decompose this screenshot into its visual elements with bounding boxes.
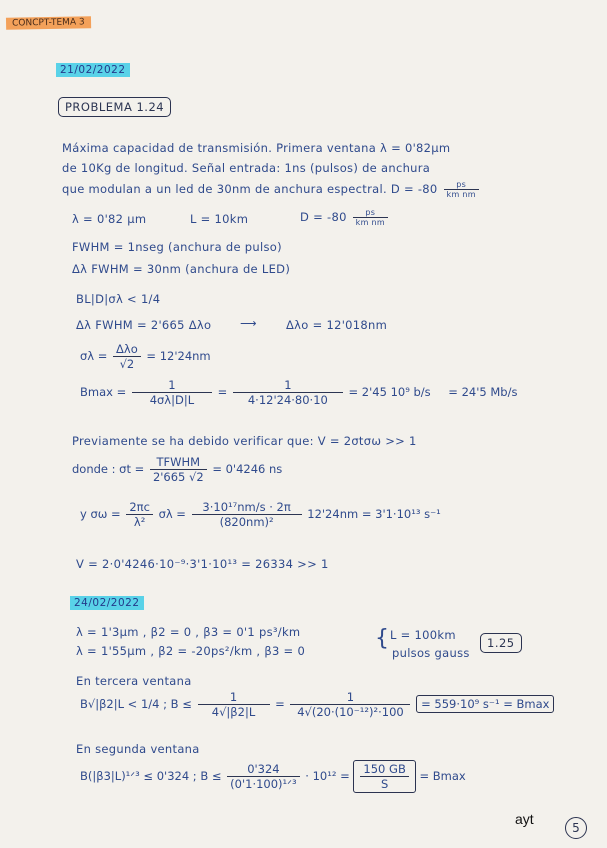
date-highlight-1: 21/02/2022: [56, 63, 130, 77]
statement-line-1: Máxima capacidad de transmisión. Primera ventana λ = 0'82μm: [62, 141, 451, 155]
tercera-ventana: En tercera ventana: [76, 674, 192, 688]
givens-length: L = 10km: [190, 212, 249, 226]
bl-condition: BL|D|σλ < 1/4: [76, 292, 161, 306]
v-result-line: V = 2·0'4246·10⁻⁹·3'1·10¹³ = 26334 >> 1: [76, 557, 329, 571]
sigma-w-eq: y σω = $\frac{2\pi c}{\text{λ²}}$ σλ = $\frac{\text{3·10¹⁷nm/s · 2π}}{\text{(820nm)²}}$ 12'24nm = 3'1·10¹³ s⁻¹: [80, 500, 441, 529]
segunda-ventana: En segunda ventana: [76, 742, 200, 756]
brace-text-2: pulsos gauss: [392, 646, 470, 660]
b3-eq: B√|β2|L < 1/4 ; B ≤ $\frac{1}{4√|\beta 2|L}$ = $\frac{1}{\text{4√(20·(10⁻¹²)²·100}}$ = 559·10⁹ s⁻¹ = Bmax: [80, 690, 554, 719]
previamente-line: Previamente se ha debido verificar que: V = 2σtσω >> 1: [72, 434, 417, 448]
corner-label: [6, 9, 91, 29]
params-line-a: λ = 1'3μm , β2 = 0 , β3 = 0'1 ps³/km: [76, 625, 301, 639]
b2-eq: B(|β3|L)¹ᐟ³ ≤ 0'324 ; B ≤ $\frac{0'324}{\text{(0'1·100)¹ᐟ³}}$ · 10¹² = $\frac{150 GB}{S}$ = Bmax: [80, 762, 466, 791]
author-initials: ayt: [515, 811, 534, 827]
bmax-eq: Bmax = $\frac{1}{4\sigma\lambda|D|L}$ = $\frac{1}{4\cdot 12'24\cdot 80\cdot 10}$ = 2'45 10⁹ b/s = 24'5 Mb/s: [80, 378, 518, 407]
date-highlight-2: 24/02/2022: [70, 596, 144, 610]
page-number: 5: [565, 817, 587, 839]
statement-line-3: que modulan a un led de 30nm de anchura espectral. D = -80 $\frac{ps}{\text{km nm}}$: [62, 180, 481, 199]
statement-line-2: de 10Kg de longitud. Señal entrada: 1ns (pulsos) de anchura: [62, 161, 431, 175]
arrow-icon: ⟶: [240, 316, 257, 330]
brace-text-1: L = 100km: [390, 628, 456, 642]
fwhm-line: FWHM = 1nseg (anchura de pulso): [72, 240, 282, 254]
params-line-b: λ = 1'55μm , β2 = -20ps²/km , β3 = 0: [76, 644, 306, 658]
corner-label-text: CONCPT-TEMA 3: [6, 16, 91, 29]
givens-lambda: λ = 0'82 μm: [72, 212, 147, 226]
problem-125-box: [480, 633, 522, 653]
problem-title: PROBLEMA 1.24: [65, 100, 165, 114]
sigma-lambda-eq: σλ = $\frac{\text{Δλo}}{√2}$ = 12'24nm: [80, 342, 211, 371]
dl-result: Δλo = 12'018nm: [286, 318, 388, 332]
dl-relation: Δλ FWHM = 2'665 Δλo: [76, 318, 212, 332]
dl-fwhm-line: Δλ FWHM = 30nm (anchura de LED): [72, 262, 291, 276]
problem-125-label: 1.25: [487, 636, 515, 650]
givens-dispersion: D = -80 $\frac{ps}{\text{km nm}}$: [300, 208, 390, 227]
sigma-t-eq: donde : σt = $\frac{\text{TFWHM}}{2'665 √2}$ = 0'4246 ns: [72, 455, 283, 484]
problem-title-box: [58, 97, 171, 117]
brace-icon: {: [375, 626, 390, 651]
